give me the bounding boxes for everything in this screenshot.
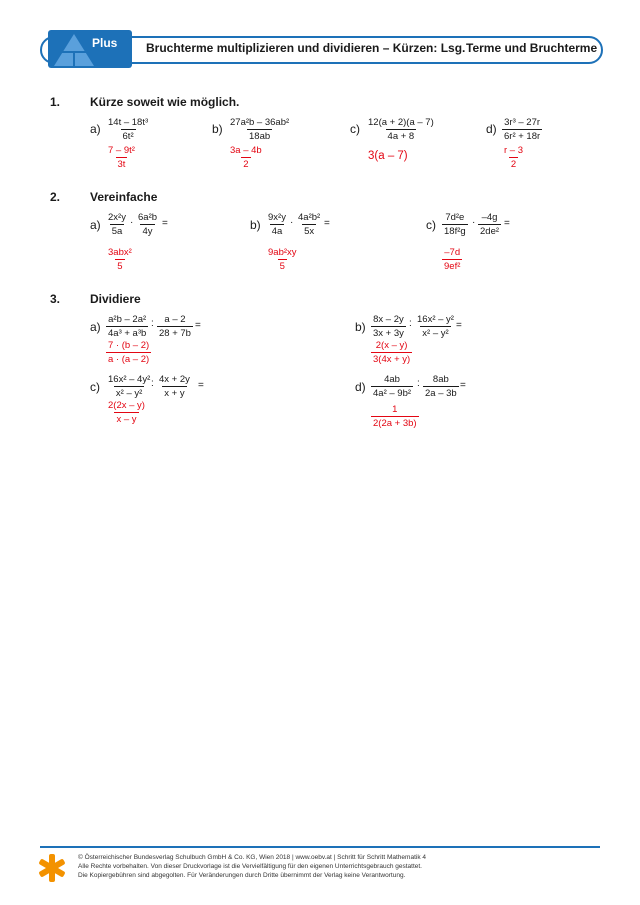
denominator: 18f²g <box>444 226 466 237</box>
solution-fraction <box>106 247 134 272</box>
item-label: a) <box>90 122 101 136</box>
footer-divider <box>40 846 600 848</box>
solution-term: 3(a – 7) <box>368 150 408 162</box>
solution-fraction <box>442 247 462 272</box>
plus-logo <box>48 30 132 68</box>
numerator: 8x – 2y <box>373 314 404 325</box>
denominator: x² – y² <box>422 328 449 339</box>
footer-text <box>78 853 426 880</box>
denominator: 3x + 3y <box>373 328 404 339</box>
fraction <box>442 212 468 237</box>
denominator: 4a + 8 <box>387 131 415 142</box>
numerator: r – 3 <box>504 145 524 156</box>
denominator: 4a <box>271 226 283 237</box>
denominator: 2 <box>243 159 249 170</box>
multiply-operator: · <box>130 217 134 228</box>
footer-line: Die Kopiergebühren sind abgegolten. Für Veränderungen durch Dritte übernimmt der Verlag keine Verantwortung. <box>78 872 406 879</box>
item-label: d) <box>486 122 497 136</box>
numerator: 2x²y <box>108 212 126 223</box>
fraction <box>136 212 159 237</box>
fraction <box>106 212 128 237</box>
task-number: 2. <box>50 190 61 204</box>
fraction <box>106 117 150 142</box>
numerator: 4x + 2y <box>159 374 190 385</box>
task-title: Kürze soweit wie möglich. <box>90 95 240 109</box>
solution-fraction <box>106 400 147 425</box>
fraction <box>157 374 192 399</box>
numerator: 6a²b <box>138 212 158 223</box>
logo-text: Plus <box>92 36 118 50</box>
denominator: 18ab <box>249 131 271 142</box>
item-label: b) <box>212 122 223 136</box>
equals-sign: = <box>460 380 466 391</box>
fraction <box>157 314 193 339</box>
task-title: Dividiere <box>90 292 141 306</box>
footer-line: Alle Rechte vorbehalten. Von dieser Druckvorlage ist die Vervielfältigung für den eigenen Unterrichtsgebrauch gestattet. <box>78 863 422 870</box>
denominator: 2de² <box>480 226 500 237</box>
denominator: 2(2a + 3b) <box>373 418 417 429</box>
equals-sign: = <box>456 320 462 331</box>
fraction <box>415 314 456 339</box>
item-label: c) <box>426 218 436 232</box>
numerator: 7d²e <box>445 212 465 223</box>
numerator: 3abx² <box>108 247 132 258</box>
denominator: 6t² <box>122 131 134 142</box>
solution-fraction <box>371 340 412 365</box>
item-label: c) <box>350 122 360 136</box>
task-number: 3. <box>50 292 61 306</box>
item-label: a) <box>90 320 101 334</box>
denominator: a · (a – 2) <box>108 354 150 365</box>
fraction <box>266 212 288 237</box>
divide-operator: : <box>151 318 154 329</box>
topic-label: Terme und Bruchterme <box>466 41 598 55</box>
denominator: 5a <box>111 226 123 237</box>
fraction <box>371 374 413 399</box>
solution-fraction <box>228 145 264 170</box>
numerator: 7 · (b – 2) <box>108 340 150 351</box>
numerator: 3a – 4b <box>230 145 262 156</box>
denominator: 5 <box>117 261 123 272</box>
solution-fraction <box>266 247 299 272</box>
fraction <box>423 374 459 399</box>
divide-operator: : <box>151 378 154 389</box>
equals-sign: = <box>198 380 204 391</box>
denominator: 3(4x + y) <box>373 354 411 365</box>
denominator: x – y <box>116 414 137 425</box>
multiply-operator: · <box>472 217 476 228</box>
denominator: x + y <box>164 388 185 399</box>
fraction <box>106 374 152 399</box>
publisher-logo-icon <box>38 852 66 884</box>
denominator: 4a² – 9b² <box>373 388 412 399</box>
solution-fraction <box>106 340 151 365</box>
denominator: x² – y² <box>115 388 143 399</box>
numerator: 12(a + 2)(a – 7) <box>368 117 434 128</box>
denominator: 3t <box>117 159 126 170</box>
item-label: c) <box>90 380 100 394</box>
fraction <box>296 212 322 237</box>
numerator: –7d <box>444 247 461 258</box>
item-label: d) <box>355 380 366 394</box>
denominator: 5x <box>304 226 315 237</box>
numerator: 4a²b² <box>298 212 321 223</box>
fraction <box>228 117 291 142</box>
equals-sign: = <box>162 218 168 229</box>
solution-fraction <box>106 145 137 170</box>
numerator: 9ab²xy <box>268 247 297 258</box>
denominator: 4y <box>142 226 153 237</box>
task-title: Vereinfache <box>90 190 158 204</box>
equals-sign: = <box>504 218 510 229</box>
numerator: 2(x – y) <box>375 340 408 351</box>
numerator: 14t – 18t³ <box>108 117 149 128</box>
numerator: 16x² – 4y² <box>108 374 151 385</box>
page-title: Bruchterme multiplizieren und dividieren – Kürzen: Lsg. <box>146 41 466 55</box>
numerator: 8ab <box>432 374 449 385</box>
footer-line: © Österreichischer Bundesverlag Schulbuch GmbH & Co. KG, Wien 2018 | www.oebv.at | Schritt für Schritt Mathematik 4 <box>78 854 426 861</box>
task-number: 1. <box>50 95 61 109</box>
numerator: 2(2x – y) <box>108 400 145 411</box>
numerator: 27a²b – 36ab² <box>230 117 290 128</box>
fraction <box>371 314 406 339</box>
fraction <box>502 117 542 142</box>
fraction <box>478 212 501 237</box>
solution-fraction <box>502 145 525 170</box>
numerator: a – 2 <box>164 314 186 325</box>
numerator: 9x²y <box>268 212 286 223</box>
denominator: 6r² + 18r <box>504 131 541 142</box>
numerator: 16x² – y² <box>417 314 454 325</box>
denominator: 2 <box>510 159 517 170</box>
numerator: 4ab <box>384 374 400 385</box>
fraction <box>106 314 148 339</box>
equals-sign: = <box>195 320 201 331</box>
triangle-icon <box>48 30 132 68</box>
numerator: a²b – 2a² <box>108 314 147 325</box>
item-label: b) <box>355 320 366 334</box>
denominator: 4a³ + a³b <box>108 328 147 339</box>
multiply-operator: · <box>290 217 294 228</box>
denominator: 28 + 7b <box>159 328 191 339</box>
divide-operator: : <box>409 318 412 329</box>
item-label: b) <box>250 218 261 232</box>
divide-operator: : <box>417 378 420 389</box>
item-label: a) <box>90 218 101 232</box>
numerator: 7 – 9t² <box>108 145 135 156</box>
numerator: –4g <box>481 212 498 223</box>
denominator: 5 <box>279 261 285 272</box>
denominator: 2a – 3b <box>425 388 457 399</box>
fraction <box>366 117 436 142</box>
numerator: 3r³ – 27r <box>504 117 541 128</box>
equals-sign: = <box>324 218 330 229</box>
solution-fraction <box>371 404 419 429</box>
denominator: 9ef² <box>444 261 461 272</box>
numerator: 1 <box>392 404 398 415</box>
